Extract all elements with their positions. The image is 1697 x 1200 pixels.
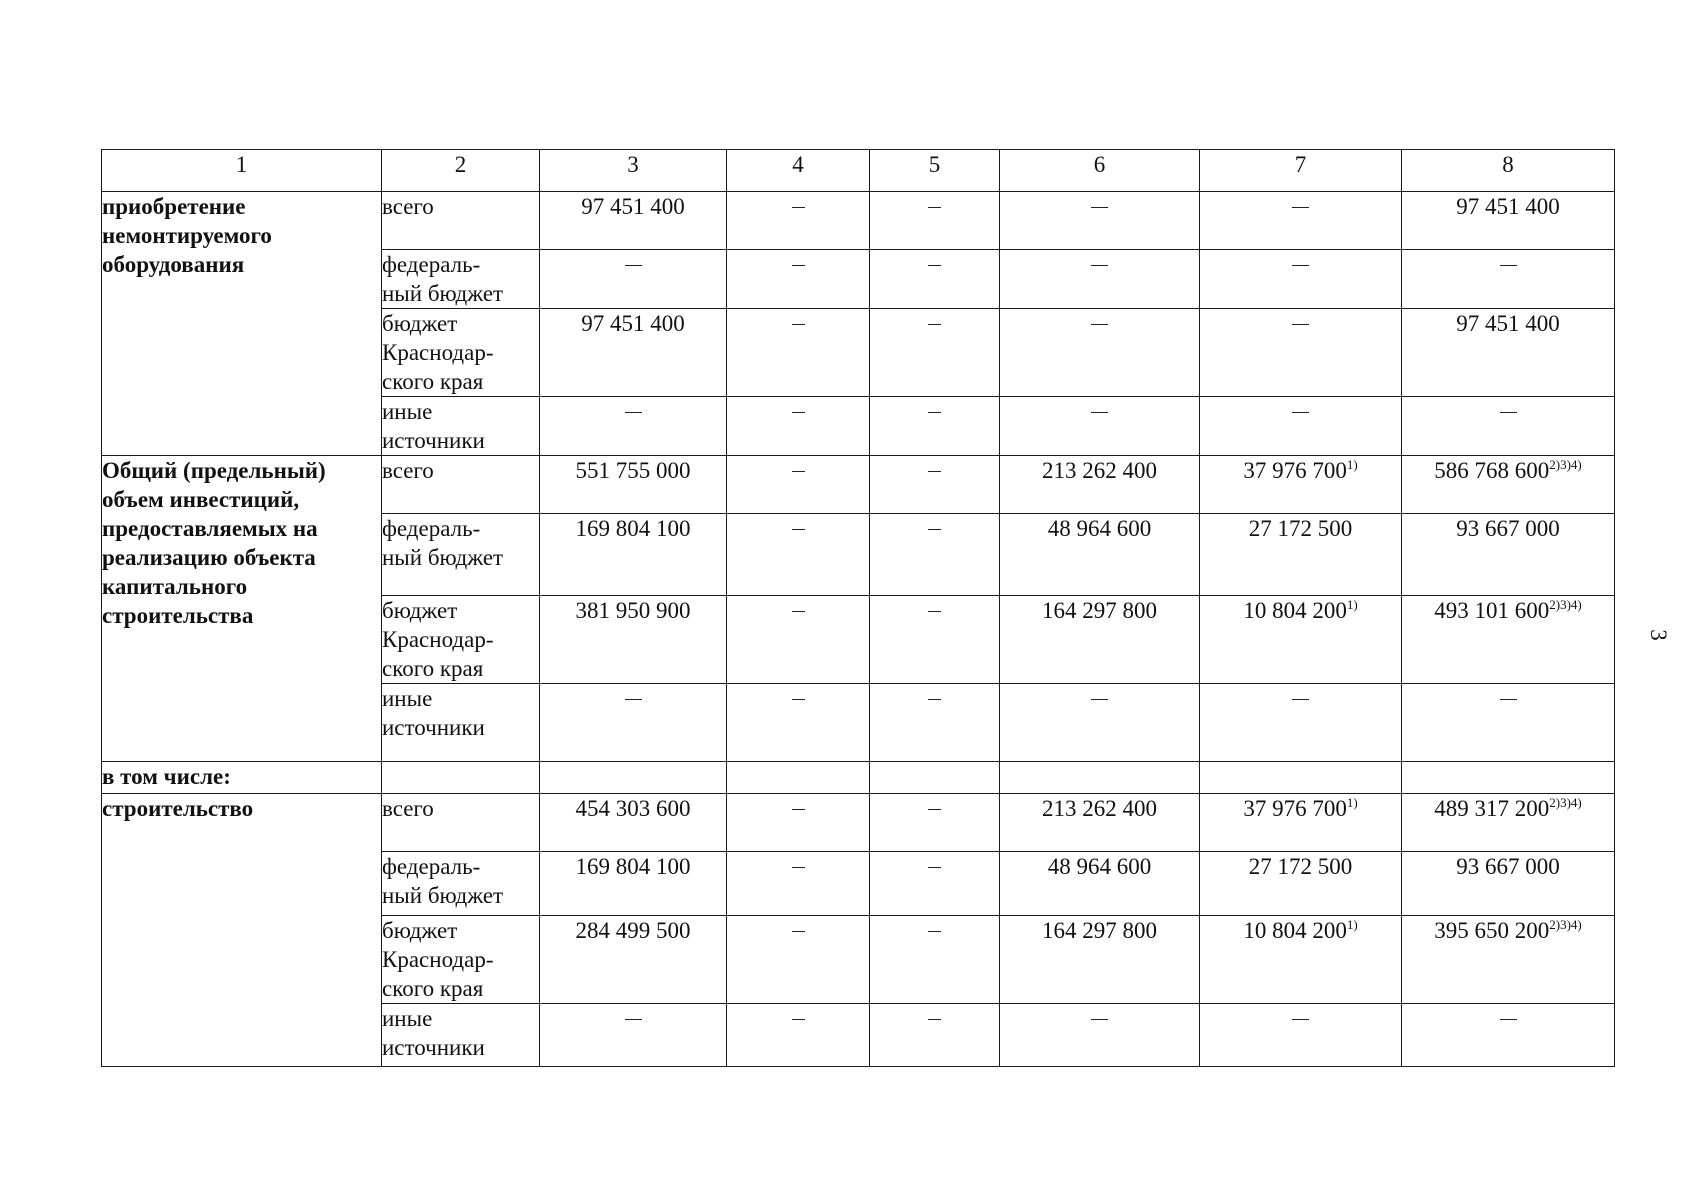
amount-value: 169 804 100: [575, 516, 691, 541]
text-line: источники: [382, 1035, 485, 1060]
amount-cell: [1200, 456, 1402, 514]
text-line: иные: [382, 1006, 433, 1031]
dash-mark: [792, 699, 805, 700]
amount-value: 27 172 500: [1248, 516, 1353, 541]
amount-value: 37 976 700: [1243, 458, 1347, 483]
text-line: Краснодар-: [382, 340, 494, 365]
dash-cell: [870, 1004, 1000, 1067]
dash-mark: [1091, 207, 1108, 208]
dash-mark: [792, 867, 805, 868]
funding-source: [382, 916, 540, 1004]
text-line: бюджет: [382, 598, 458, 623]
dash-mark: [928, 207, 941, 208]
dash-mark: [928, 471, 941, 472]
empty-cell: [870, 762, 1000, 794]
dash-mark: [928, 265, 941, 266]
dash-cell: [870, 192, 1000, 250]
text-line: ского края: [382, 369, 484, 394]
dash-cell: [1200, 397, 1402, 456]
dash-mark: [1292, 324, 1309, 325]
amount-value: 213 262 400: [1042, 796, 1157, 821]
amount-cell: [1402, 309, 1615, 397]
amount-value: 164 297 800: [1042, 918, 1157, 943]
dash-cell: [727, 397, 870, 456]
dash-cell: [1000, 250, 1200, 309]
dash-mark: [928, 1019, 941, 1020]
dash-cell: [1402, 684, 1615, 762]
dash-mark: [792, 529, 805, 530]
dash-mark: [928, 809, 941, 810]
amount-value: 213 262 400: [1042, 458, 1157, 483]
text-line: ный бюджет: [382, 545, 504, 570]
text-line: иные: [382, 399, 433, 424]
dash-mark: [792, 611, 805, 612]
amount-cell: [1200, 916, 1402, 1004]
section-name: [102, 456, 382, 762]
amount-cell: [1402, 596, 1615, 684]
amount-value: 97 451 400: [1456, 311, 1560, 336]
dash-cell: [870, 684, 1000, 762]
amount-cell: [1402, 794, 1615, 852]
text-line: источники: [382, 428, 485, 453]
amount-value: 164 297 800: [1042, 598, 1157, 623]
dash-mark: [792, 809, 805, 810]
amount-cell: [540, 309, 727, 397]
funding-source: [382, 684, 540, 762]
amount-value: 93 667 000: [1456, 854, 1560, 879]
amount-value: 284 499 500: [575, 918, 691, 943]
dash-cell: [1200, 1004, 1402, 1067]
dash-mark: [792, 931, 805, 932]
dash-cell: [540, 250, 727, 309]
amount-cell: [1000, 916, 1200, 1004]
dash-cell: [1200, 309, 1402, 397]
amount-value: 169 804 100: [575, 854, 691, 879]
amount-value: 493 101 600: [1434, 598, 1550, 623]
text-line: строительство: [102, 796, 254, 821]
amount-value: 586 768 600: [1434, 458, 1550, 483]
dash-mark: [1091, 265, 1108, 266]
amount-value: 93 667 000: [1456, 516, 1560, 541]
empty-cell: [382, 762, 540, 794]
amount-value: 97 451 400: [581, 311, 685, 336]
amount-cell: [1000, 514, 1200, 596]
amount-cell: [1200, 852, 1402, 916]
dash-cell: [870, 250, 1000, 309]
dash-mark: [1500, 412, 1517, 413]
dash-cell: [870, 397, 1000, 456]
dash-mark: [792, 324, 805, 325]
column-header-5: 5: [870, 150, 1000, 192]
dash-mark: [792, 265, 805, 266]
dash-cell: [1000, 309, 1200, 397]
text-line: приобретение: [102, 194, 246, 219]
amount-value: 48 964 600: [1047, 516, 1152, 541]
funding-source: [382, 397, 540, 456]
empty-cell: [1000, 762, 1200, 794]
funding-source: [382, 250, 540, 309]
dash-mark: [625, 699, 642, 700]
dash-cell: [727, 596, 870, 684]
investment-table: [101, 149, 1615, 1067]
dash-cell: [727, 794, 870, 852]
dash-mark: [792, 412, 805, 413]
amount-value: 454 303 600: [575, 796, 691, 821]
dash-cell: [727, 250, 870, 309]
footnote-ref: 2)3)4): [1549, 917, 1582, 932]
dash-cell: [1402, 250, 1615, 309]
dash-mark: [1091, 412, 1108, 413]
column-header-7: 7: [1200, 150, 1402, 192]
amount-cell: [540, 456, 727, 514]
text-line: в том числе:: [102, 764, 231, 789]
empty-cell: [540, 762, 727, 794]
footnote-ref: 1): [1346, 597, 1358, 612]
funding-source: [382, 192, 540, 250]
funding-source: [382, 514, 540, 596]
amount-cell: [1402, 514, 1615, 596]
footnote-ref: 1): [1346, 457, 1358, 472]
funding-source: [382, 456, 540, 514]
amount-value: 381 950 900: [575, 598, 691, 623]
dash-mark: [1500, 699, 1517, 700]
amount-cell: [540, 916, 727, 1004]
text-line: немонтируемого: [102, 223, 272, 248]
dash-cell: [870, 456, 1000, 514]
amount-cell: [1000, 794, 1200, 852]
dash-mark: [928, 324, 941, 325]
amount-value: 10 804 200: [1243, 918, 1347, 943]
amount-value: 97 451 400: [581, 194, 685, 219]
column-header-4: 4: [727, 150, 870, 192]
text-line: всего: [382, 796, 434, 821]
dash-cell: [1000, 1004, 1200, 1067]
section-name: [102, 762, 382, 794]
dash-mark: [928, 611, 941, 612]
dash-cell: [870, 852, 1000, 916]
amount-cell: [1402, 852, 1615, 916]
dash-mark: [1500, 265, 1517, 266]
dash-mark: [792, 207, 805, 208]
dash-mark: [928, 529, 941, 530]
funding-source: [382, 596, 540, 684]
dash-mark: [1292, 699, 1309, 700]
dash-mark: [1500, 1019, 1517, 1020]
dash-mark: [928, 699, 941, 700]
page-number: 3: [1645, 629, 1671, 641]
text-line: бюджет: [382, 311, 458, 336]
text-line: федераль-: [382, 252, 481, 277]
dash-cell: [727, 916, 870, 1004]
amount-cell: [1000, 456, 1200, 514]
text-line: ского края: [382, 656, 484, 681]
dash-mark: [1091, 699, 1108, 700]
footnote-ref: 2)3)4): [1549, 597, 1582, 612]
text-line: реализацию объекта: [102, 545, 316, 570]
section-name: [102, 192, 382, 456]
dash-mark: [1091, 324, 1108, 325]
column-header-2: 2: [382, 150, 540, 192]
column-header-3: 3: [540, 150, 727, 192]
dash-cell: [540, 684, 727, 762]
amount-value: 395 650 200: [1434, 918, 1550, 943]
dash-cell: [1200, 684, 1402, 762]
amount-cell: [540, 596, 727, 684]
dash-mark: [1292, 1019, 1309, 1020]
text-line: ского края: [382, 976, 484, 1001]
column-header-1: 1: [102, 150, 382, 192]
dash-cell: [870, 309, 1000, 397]
dash-cell: [1200, 250, 1402, 309]
text-line: бюджет: [382, 918, 458, 943]
amount-cell: [1000, 596, 1200, 684]
footnote-ref: 2)3)4): [1549, 457, 1582, 472]
dash-cell: [1200, 192, 1402, 250]
amount-cell: [1402, 916, 1615, 1004]
funding-source: [382, 309, 540, 397]
amount-cell: [1402, 456, 1615, 514]
funding-source: [382, 852, 540, 916]
dash-cell: [870, 514, 1000, 596]
dash-cell: [727, 192, 870, 250]
footnote-ref: 1): [1346, 795, 1358, 810]
dash-mark: [625, 1019, 642, 1020]
dash-cell: [870, 596, 1000, 684]
dash-mark: [928, 931, 941, 932]
dash-mark: [625, 265, 642, 266]
dash-mark: [1292, 265, 1309, 266]
dash-mark: [1091, 1019, 1108, 1020]
text-line: Общий (предельный): [102, 458, 326, 483]
text-line: федераль-: [382, 516, 481, 541]
dash-mark: [1292, 207, 1309, 208]
dash-mark: [1292, 412, 1309, 413]
text-line: строительства: [102, 603, 254, 628]
column-header-6: 6: [1000, 150, 1200, 192]
footnote-ref: 1): [1346, 917, 1358, 932]
dash-cell: [1000, 684, 1200, 762]
amount-value: 48 964 600: [1047, 854, 1152, 879]
amount-cell: [540, 192, 727, 250]
text-line: оборудования: [102, 252, 245, 277]
empty-cell: [1200, 762, 1402, 794]
empty-cell: [1402, 762, 1615, 794]
table-row: [102, 192, 1615, 250]
amount-value: 37 976 700: [1243, 796, 1347, 821]
dash-cell: [727, 852, 870, 916]
amount-value: 489 317 200: [1434, 796, 1550, 821]
amount-cell: [540, 514, 727, 596]
text-line: объем инвестиций,: [102, 487, 300, 512]
header-row: [102, 150, 1615, 192]
column-header-8: 8: [1402, 150, 1615, 192]
dash-cell: [727, 456, 870, 514]
dash-mark: [928, 867, 941, 868]
footnote-ref: 2)3)4): [1549, 795, 1582, 810]
amount-cell: [1200, 514, 1402, 596]
amount-value: 97 451 400: [1456, 194, 1560, 219]
dash-mark: [792, 471, 805, 472]
amount-cell: [1200, 596, 1402, 684]
dash-cell: [1000, 192, 1200, 250]
funding-source: [382, 1004, 540, 1067]
dash-cell: [1402, 1004, 1615, 1067]
text-line: предоставляемых на: [102, 516, 318, 541]
text-line: федераль-: [382, 854, 481, 879]
amount-cell: [1402, 192, 1615, 250]
dash-cell: [727, 1004, 870, 1067]
dash-cell: [727, 514, 870, 596]
funding-source: [382, 794, 540, 852]
amount-cell: [1200, 794, 1402, 852]
dash-cell: [727, 684, 870, 762]
text-line: всего: [382, 194, 434, 219]
dash-cell: [727, 309, 870, 397]
dash-mark: [792, 1019, 805, 1020]
dash-cell: [1000, 397, 1200, 456]
text-line: ный бюджет: [382, 883, 504, 908]
section-name: [102, 794, 382, 1067]
table-row: [102, 456, 1615, 514]
text-line: Краснодар-: [382, 947, 494, 972]
amount-value: 551 755 000: [575, 458, 691, 483]
table-row: [102, 794, 1615, 852]
amount-cell: [540, 852, 727, 916]
dash-cell: [870, 794, 1000, 852]
dash-cell: [540, 1004, 727, 1067]
dash-cell: [870, 916, 1000, 1004]
dash-cell: [1402, 397, 1615, 456]
amount-cell: [540, 794, 727, 852]
text-line: иные: [382, 686, 433, 711]
empty-cell: [727, 762, 870, 794]
dash-cell: [540, 397, 727, 456]
text-line: источники: [382, 715, 485, 740]
section-subheader-row: [102, 762, 1615, 794]
amount-value: 10 804 200: [1243, 598, 1347, 623]
dash-mark: [625, 412, 642, 413]
dash-mark: [928, 412, 941, 413]
amount-cell: [1000, 852, 1200, 916]
text-line: всего: [382, 458, 434, 483]
amount-value: 27 172 500: [1248, 854, 1353, 879]
text-line: капитального: [102, 574, 248, 599]
text-line: Краснодар-: [382, 627, 494, 652]
text-line: ный бюджет: [382, 281, 504, 306]
